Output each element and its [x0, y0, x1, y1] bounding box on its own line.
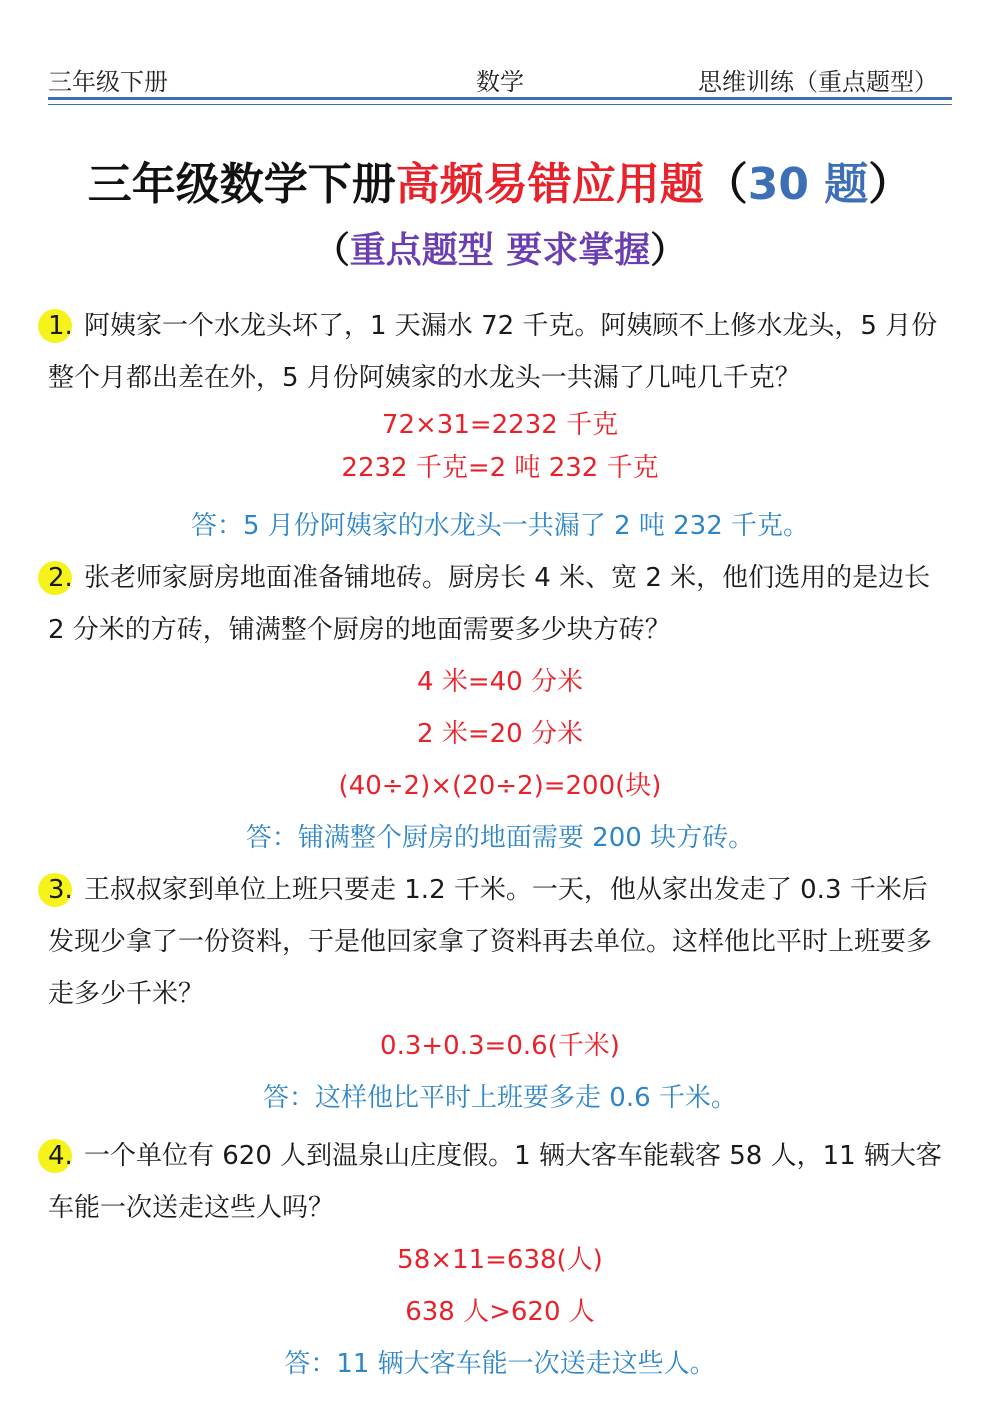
subtitle-text: 重点题型 要求掌握 — [349, 230, 651, 271]
problem-number: 1. — [48, 300, 84, 352]
answer-line: 答：这样他比平时上班要多走 0.6 千米。 — [263, 1083, 737, 1113]
problem-text: 王叔叔家到单位上班只要走 1.2 千米。一天，他从家出发走了 0.3 千米后发现少拿了一份资料，于是他回家拿了资料再去单位。这样他比平时上班要多走多少千米？ — [48, 875, 933, 1009]
title-paren-open: （ — [703, 159, 748, 210]
answer-line: 答：5 月份阿姨家的水龙头一共漏了 2 吨 232 千克。 — [190, 511, 810, 541]
calc-line: 0.3+0.3=0.6(千米) — [380, 1031, 620, 1061]
title-count: 30 题 — [747, 159, 869, 210]
header-grade: 三年级下册 — [48, 68, 168, 96]
problem-question — [48, 864, 952, 1020]
problem-number: 4. — [48, 1130, 84, 1182]
page-subtitle — [0, 222, 1000, 273]
header-rule — [48, 97, 952, 100]
subtitle-paren-close: ） — [650, 230, 687, 271]
calc-line: 638 人>620 人 — [405, 1297, 595, 1327]
page-title — [0, 148, 1000, 212]
answer-line: 答：铺满整个厨房的地面需要 200 块方砖。 — [245, 823, 755, 853]
title-part1: 三年级数学下册 — [87, 159, 396, 210]
problem-3 — [48, 864, 952, 1124]
problem-number: 3. — [48, 864, 84, 916]
problem-question — [48, 552, 952, 656]
problem-4 — [48, 1130, 952, 1390]
calc-line: (40÷2)×(20÷2)=200(块) — [338, 771, 662, 801]
problem-text: 阿姨家一个水龙头坏了，1 天漏水 72 千克。阿姨顾不上修水龙头，5 月份整个月都出差在外，5 月份阿姨家的水龙头一共漏了几吨几千克？ — [48, 311, 938, 393]
calc-line: 2 米=20 分米 — [417, 719, 583, 749]
title-part2: 高频易错应用题 — [395, 159, 704, 210]
header-rule-thin — [48, 104, 952, 105]
page-header — [48, 56, 952, 96]
calc-line: 58×11=638(人) — [397, 1245, 603, 1275]
problem-text: 一个单位有 620 人到温泉山庄度假。1 辆大客车能载客 58 人，11 辆大客车能一次送走这些人吗？ — [48, 1141, 942, 1223]
problem-question — [48, 1130, 952, 1234]
calc-line: 72×31=2232 千克 — [381, 410, 619, 440]
problem-number: 2. — [48, 552, 84, 604]
problem-1 — [48, 300, 952, 552]
problem-question — [48, 300, 952, 404]
header-topic: 思维训练（重点题型） — [698, 68, 938, 96]
header-subject: 数学 — [476, 68, 524, 96]
title-paren-close: ） — [868, 159, 913, 210]
answer-line: 答：11 辆大客车能一次送走这些人。 — [284, 1349, 716, 1379]
problem-text: 张老师家厨房地面准备铺地砖。厨房长 4 米、宽 2 米，他们选用的是边长 2 分米的方砖，铺满整个厨房的地面需要多少块方砖？ — [48, 563, 931, 645]
problem-2 — [48, 552, 952, 864]
calc-line: 2232 千克=2 吨 232 千克 — [341, 453, 659, 483]
subtitle-paren-open: （ — [313, 230, 350, 271]
calc-line: 4 米=40 分米 — [417, 667, 583, 697]
problem-list — [48, 300, 952, 1390]
